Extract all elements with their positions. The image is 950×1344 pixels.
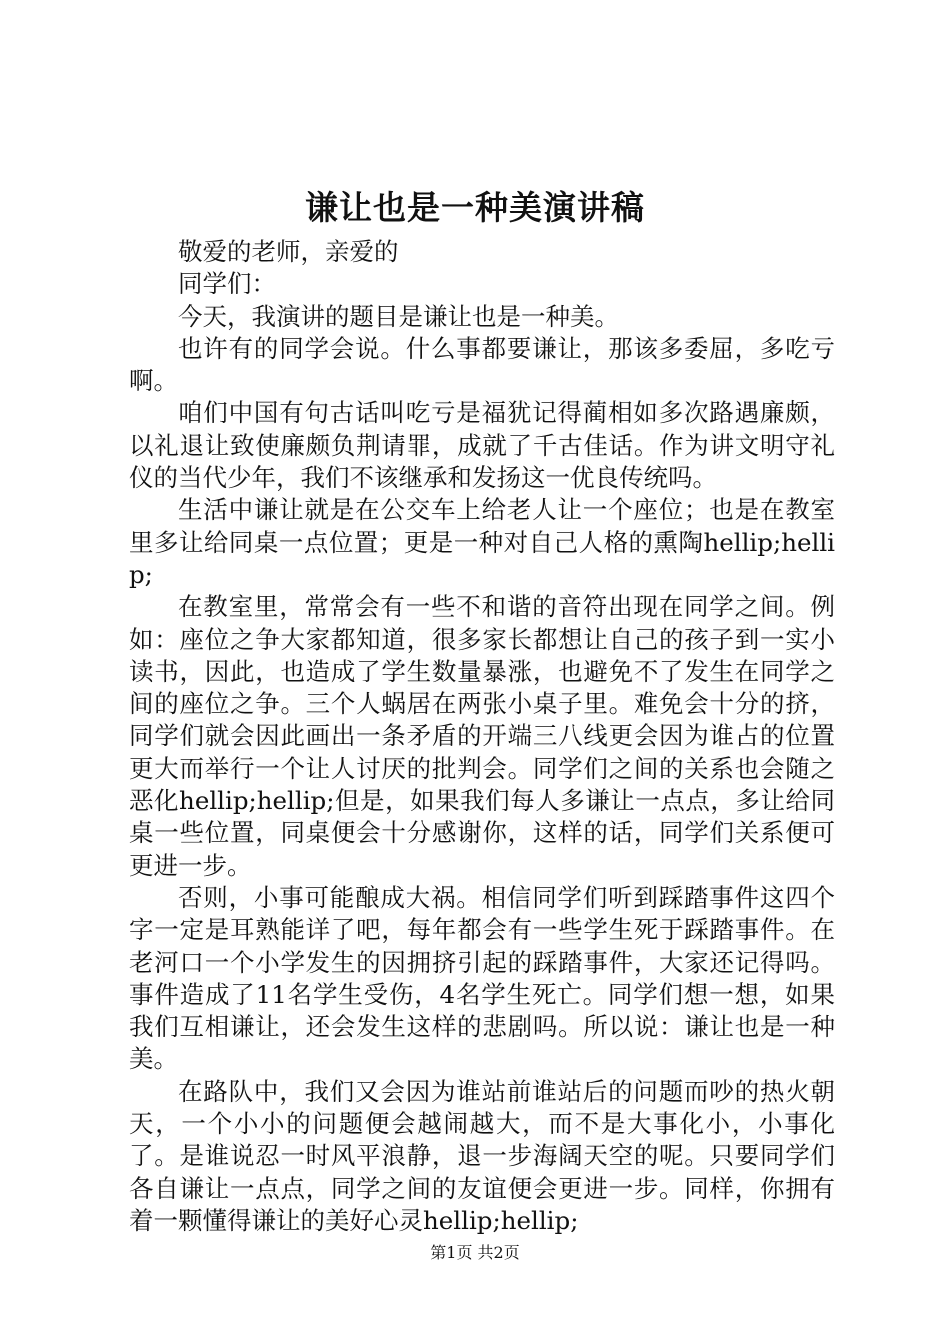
paragraph-greeting-1: 敬爱的老师，亲爱的 bbox=[178, 237, 399, 266]
paragraph-greeting-2: 同学们： bbox=[178, 269, 276, 299]
page-footer: 第1页 共2页 bbox=[430, 1243, 520, 1262]
page-title: 谦让也是一种美演讲稿 bbox=[305, 188, 645, 227]
body-text bbox=[129, 236, 835, 1237]
paragraph: 在路队中，我们又会因为谁站前谁站后的问题而吵的热火朝天，一个小小的问题便会越闹越大，而不是大事化小，小事化了。是谁说忍一时风平浪静，退一步海阔天空的呢。只要同学们各自谦让一点点，同学之间的友谊便会更进一步。同样，你拥有着一颗懂得谦让的美好心灵hellip;hellip; bbox=[129, 1076, 835, 1235]
paragraph: 生活中谦让就是在公交车上给老人让一个座位；也是在教室里多让给同桌一点位置；更是一种对自己人格的熏陶hellip;hellip; bbox=[129, 495, 835, 589]
paragraph: 也许有的同学会说。什么事都要谦让，那该多委屈，多吃亏啊。 bbox=[129, 333, 835, 396]
paragraph: 咱们中国有句古话叫吃亏是福犹记得蔺相如多次路遇廉颇，以礼退让致使廉颇负荆请罪，成就了千古佳话。作为讲文明守礼仪的当代少年，我们不该继承和发扬这一优良传统吗。 bbox=[129, 398, 835, 493]
paragraph-topic: 今天，我演讲的题目是谦让也是一种美。 bbox=[178, 301, 619, 331]
paragraph: 否则，小事可能酿成大祸。相信同学们听到踩踏事件这四个字一定是耳熟能详了吧，每年都会有一些学生死于踩踏事件。在老河口一个小学发生的因拥挤引起的踩踏事件，大家还记得吗。事件造成了11名学生受伤，4名学生死亡。同学们想一想，如果我们互相谦让，还会发生这样的悲剧吗。所以说：谦让也是一种美。 bbox=[129, 882, 835, 1074]
paragraph: 在教室里，常常会有一些不和谐的音符出现在同学之间。例如：座位之争大家都知道，很多家长都想让自己的孩子到一实小读书，因此，也造成了学生数量暴涨，也避免不了发生在同学之间的座位之争。三个人蜗居在两张小桌子里。难免会十分的挤，同学们就会因此画出一条矛盾的开端三八线更会因为谁占的位置更大而举行一个让人讨厌的批判会。同学们之间的关系也会随之恶化hellip;hellip;但是，如果我们每人多谦让一点点，多让给同桌一些位置，同桌便会十分感谢你，这样的话，同学们关系便可更进一步。 bbox=[129, 592, 835, 880]
